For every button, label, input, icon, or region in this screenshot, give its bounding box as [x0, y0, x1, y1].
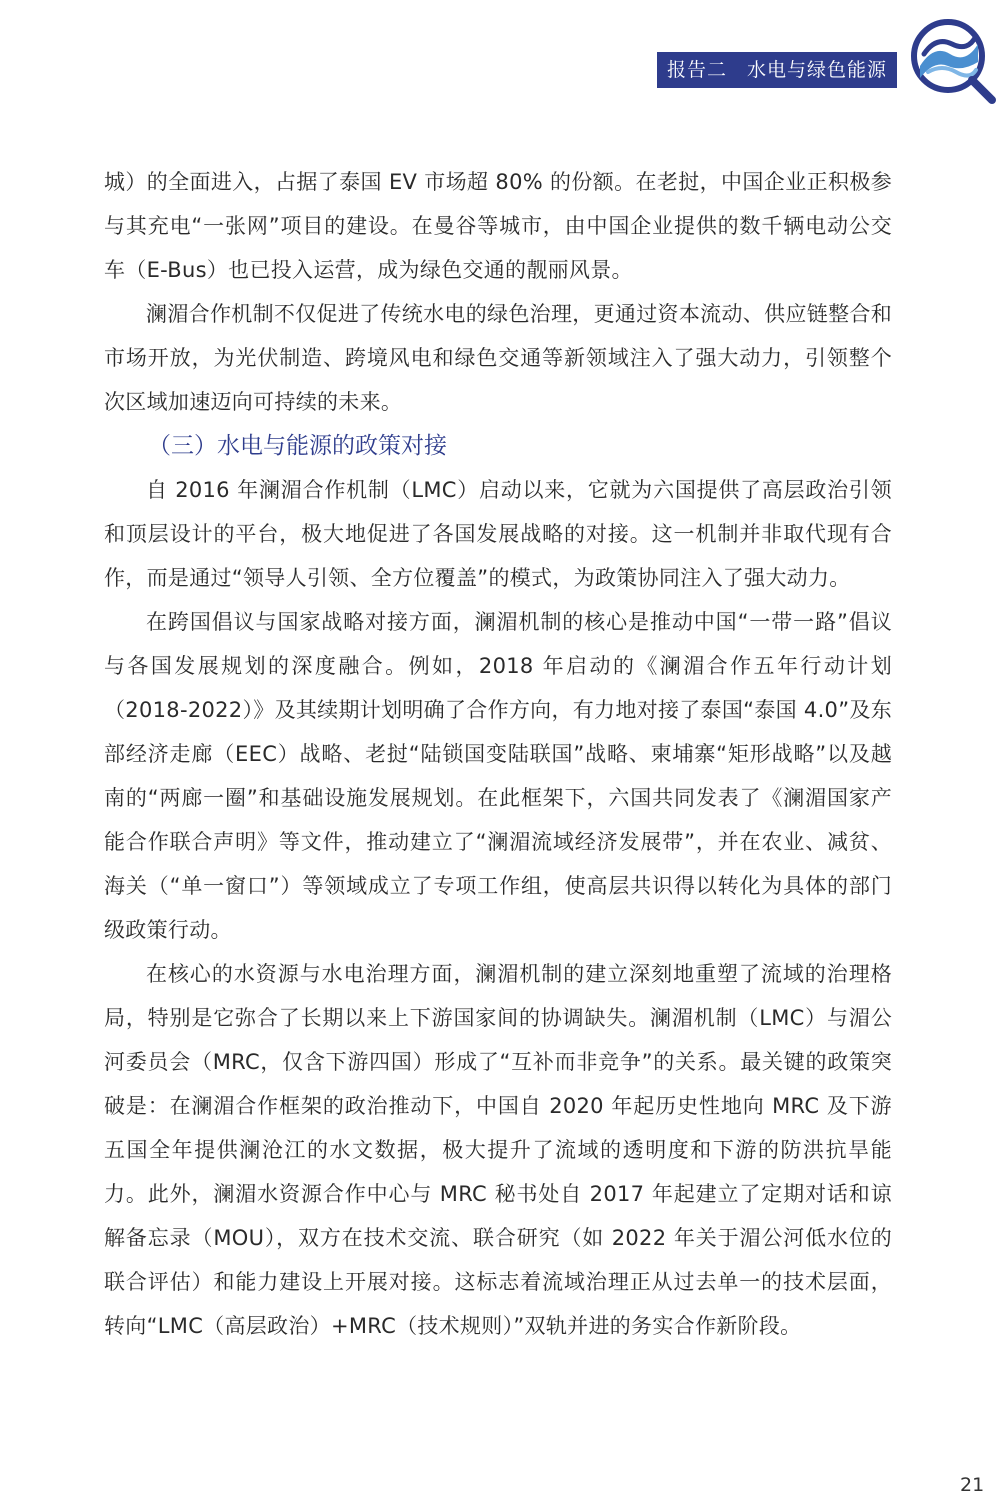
- paragraph-intro: 城）的全面进入，占据了泰国 EV 市场超 80% 的份额。在老挝，中国企业正积极参与其充电“一张网”项目的建设。在曼谷等城市，由中国企业提供的数千辆电动公交车（E-Bus）也已投入运营，成为绿色交通的靓丽风景。: [104, 170, 892, 282]
- paragraph-lmc-summary: 澜湄合作机制不仅促进了传统水电的绿色治理，更通过资本流动、供应链整合和市场开放，为光伏制造、跨境风电和绿色交通等新领域注入了强大动力，引领整个次区域加速迈向可持续的未来。: [104, 302, 892, 414]
- section-heading: （三）水电与能源的政策对接: [148, 433, 447, 459]
- page-number: 21: [960, 1474, 985, 1496]
- magnifier-river-logo-icon: [906, 14, 998, 106]
- paragraph-water-governance: 在核心的水资源与水电治理方面，澜湄机制的建立深刻地重塑了流域的治理格局，特别是它弥合了长期以来上下游国家间的协调缺失。澜湄机制（LMC）与湄公河委员会（MRC，仅含下游四国）形成了“互补而非竞争”的关系。最关键的政策突破是：在澜湄合作框架的政治推动下，中国自 2020 年起历史性地向 MRC 及下游五国全年提供澜沧江的水文数据，极大提升了流域的透明度和下游的防洪抗旱能力。此外，澜湄水资源合作中心与 MRC 秘书处自 2017 年起建立了定期对话和谅解备忘录（MOU），双方在技术交流、联合研究（如 2022 年关于湄公河低水位的联合评估）和能力建设上开展对接。这标志着流域治理正从过去单一的技术层面，转向“LMC（高层政治）+MRC（技术规则）”双轨并进的务实合作新阶段。: [104, 962, 892, 1338]
- main-text: [104, 160, 892, 1348]
- paragraph-cross-border: 在跨国倡议与国家战略对接方面，澜湄机制的核心是推动中国“一带一路”倡议与各国发展规划的深度融合。例如，2018 年启动的《澜湄合作五年行动计划（2018-2022）》及其续期计划明确了合作方向，有力地对接了泰国“泰国 4.0”及东部经济走廊（EEC）战略、老挝“陆锁国变陆联国”战略、柬埔寨“矩形战略”以及越南的“两廊一圈”和基础设施发展规划。在此框架下，六国共同发表了《澜湄国家产能合作联合声明》等文件，推动建立了“澜湄流域经济发展带”，并在农业、减贫、海关（“单一窗口”）等领域成立了专项工作组，使高层共识得以转化为具体的部门级政策行动。: [104, 610, 892, 942]
- paragraph-since-2016: 自 2016 年澜湄合作机制（LMC）启动以来，它就为六国提供了高层政治引领和顶层设计的平台，极大地促进了各国发展战略的对接。这一机制并非取代现有合作，而是通过“领导人引领、全方位覆盖”的模式，为政策协同注入了强大动力。: [104, 478, 892, 590]
- running-header-title: 报告二 水电与绿色能源: [667, 59, 888, 81]
